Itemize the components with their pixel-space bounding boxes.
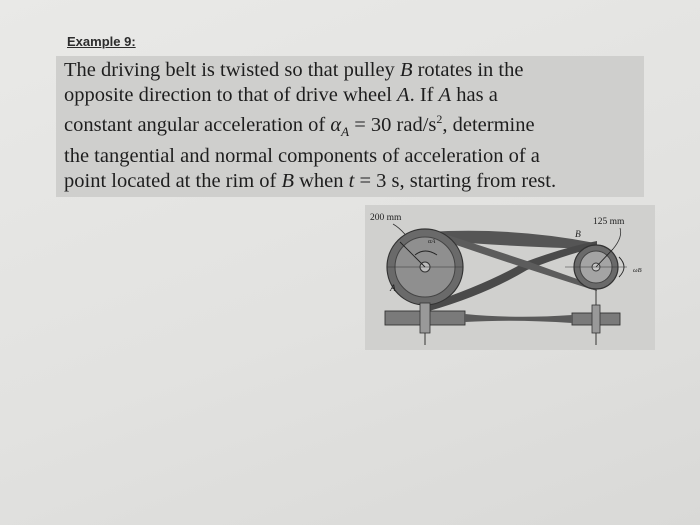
problem-line-2 bbox=[64, 83, 636, 108]
side-hub-a bbox=[420, 303, 430, 333]
var-b: B bbox=[399, 59, 413, 81]
text-run: constant angular acceleration of bbox=[64, 113, 331, 136]
text-run: rotates in the bbox=[412, 59, 524, 81]
example-heading: Example 9: bbox=[67, 34, 136, 49]
dim-leader-125 bbox=[613, 228, 621, 249]
label-200mm: 200 mm bbox=[370, 213, 402, 223]
label-omega-b: ωB bbox=[633, 267, 642, 274]
pulley-diagram bbox=[365, 205, 655, 350]
label-a: A bbox=[390, 284, 396, 294]
text-run: = 3 s, starting from rest. bbox=[354, 169, 557, 192]
text-run: The driving belt is twisted so that pulley bbox=[64, 59, 400, 81]
alpha-symbol: α bbox=[330, 113, 342, 136]
problem-line-3 bbox=[64, 107, 636, 144]
var-a: A bbox=[397, 83, 410, 106]
exponent: 2 bbox=[436, 112, 443, 126]
side-belt bbox=[465, 314, 572, 323]
pulley-figure bbox=[365, 205, 655, 350]
label-alpha-a: αA bbox=[428, 238, 436, 245]
text-run: = 30 rad/s bbox=[349, 113, 437, 136]
label-125mm: 125 mm bbox=[593, 217, 625, 227]
text-run: opposite direction to that of drive wheel bbox=[64, 83, 398, 106]
text-run: has a bbox=[451, 83, 498, 106]
var-b: B bbox=[281, 169, 294, 192]
text-run: , determine bbox=[442, 113, 535, 136]
side-hub-b bbox=[592, 305, 600, 333]
problem-line-4: the tangential and normal components of acceleration of a bbox=[64, 145, 540, 168]
problem-line-1 bbox=[64, 58, 636, 83]
problem-statement bbox=[56, 56, 644, 197]
var-a: A bbox=[438, 83, 452, 106]
label-b: B bbox=[575, 230, 581, 240]
text-run: . If bbox=[409, 83, 439, 106]
alpha-subscript: A bbox=[341, 123, 350, 139]
problem-line-5 bbox=[64, 169, 636, 194]
var-t: t bbox=[348, 169, 355, 192]
text-run: when bbox=[294, 169, 349, 192]
text-run: point located at the rim of bbox=[64, 169, 282, 192]
